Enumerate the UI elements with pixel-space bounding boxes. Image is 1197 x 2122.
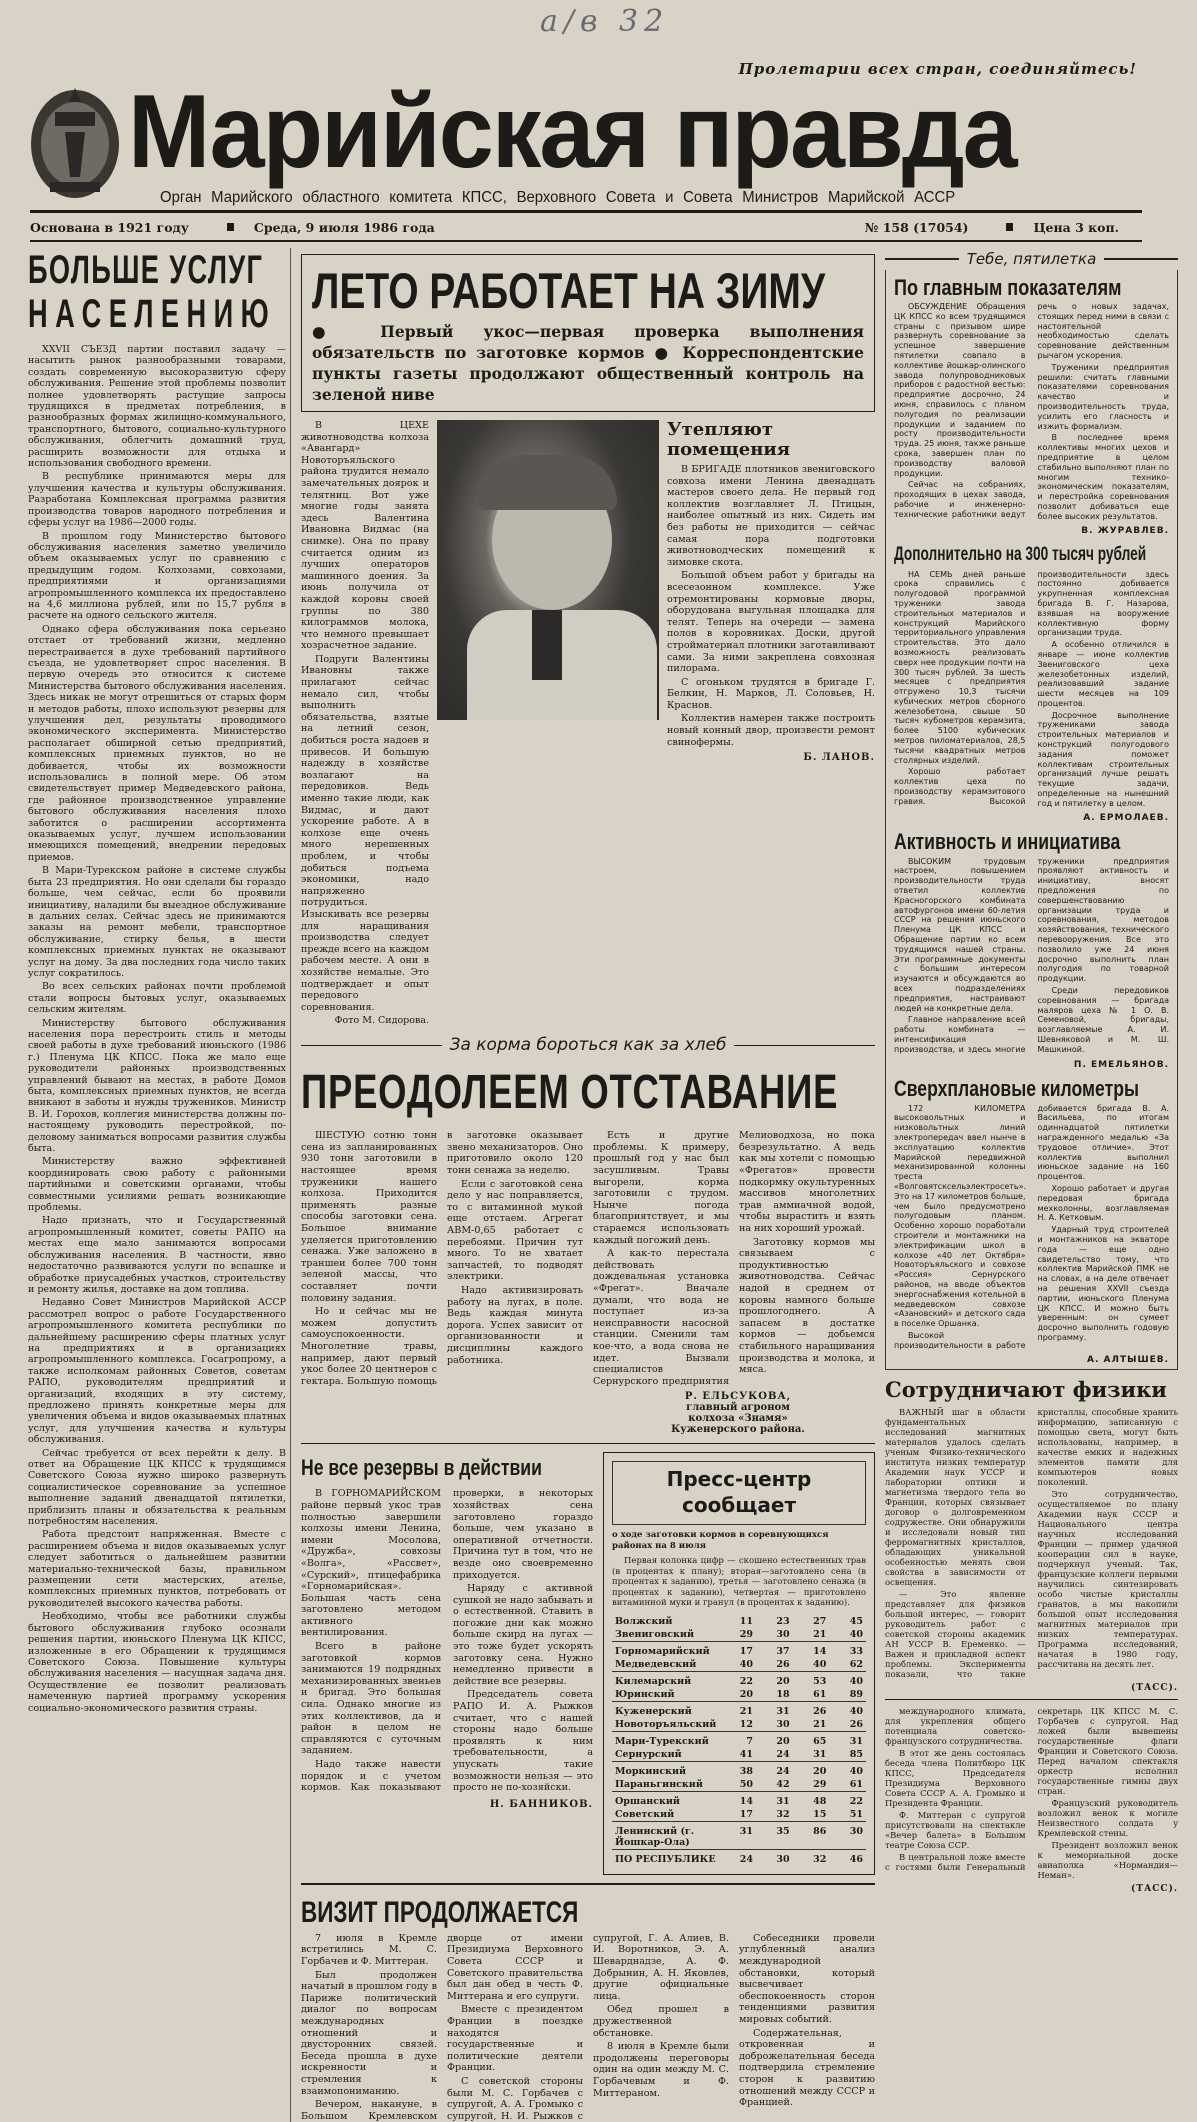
paragraph: Председатель совета РАПО И. А. Рыжков считает, что с нашей стороны надо больше проявлять к ним требовательности, а упускать такие возможности нельзя — это просто не по-хозяйски. <box>453 1689 593 1794</box>
percent-cell: 21 <box>813 1628 827 1640</box>
percent-cell: 35 <box>756 1821 793 1849</box>
percent-cell: 20 <box>739 1688 753 1700</box>
photo-row <box>301 420 875 1026</box>
paragraph: В последнее время коллективы многих цехов и предприятие в целом стабильно выполняют план по многим технико-экономическим показателям, и перестройка соревнования позволит добиваться еще более высоких результатов. <box>1037 433 1169 521</box>
paragraph: Если с заготовкой сена дело у нас поправляется, то с витаминной мукой еще отстаем. Агрегат АВМ-0,65 работает с перебоями. Причин тут много. То не хватает запчастей, то подводят электрики. <box>447 1178 583 1283</box>
article-body <box>301 1488 593 1794</box>
section-kicker <box>885 248 1178 270</box>
paragraph: Сейчас требуется от всех перейти к делу. В ответ на Обращение ЦК КПСС к трудящимся Советского Союза нужно широко развернуть социалистическое соревнование за успешное выполнение заданий двенадцатой пятилетки, приблизить планы и обязательства к реальным потребностям населения. <box>28 1447 286 1528</box>
paragraph: Необходимо, чтобы все работники службы бытового обслуживания глубоко осознали решения партии, июньского Пленума ЦК КПСС, изложенные в его Обращении к трудящимся Советского Союза. Повышение культуры обслуживания населения — насущная задача дня. Осуществление ее позволит реализовать намеченную партией программу ускорения социально-экономического развития страны. <box>28 1611 286 1714</box>
photo-credit: Фото М. Сидорова. <box>334 1015 429 1027</box>
district-name-cell: Оршанский <box>612 1791 719 1808</box>
article-body <box>301 1933 875 2122</box>
paragraph: 7 июля в Кремле встретились М. С. Горбачев и Ф. Миттеран. <box>301 1932 437 1968</box>
district-name-cell: Горномарийский <box>612 1641 719 1658</box>
percent-cell: 31 <box>756 1791 793 1808</box>
center-column <box>290 248 880 2122</box>
paragraph: В БРИГАДЕ плотников звениговского совхоза имени Ленина двенадцать мастеров своего дела. Не первый год коллектив возглавляет Л. Птицын, наиболее опытный из них. Сидеть им без работы не приходится — сейчас самая пора подготовки животноводческих помещений к зимовке скота. <box>667 464 875 568</box>
percent-cell: 20 <box>756 1671 793 1688</box>
paragraph: Надо активизировать работу на лугах, в поле. Ведь каждая минута дорога. Успех зависит от организованности и дисциплины каждого работника. <box>447 1285 583 1366</box>
paragraph: Досрочное выполнение тружениками завода строительных материалов и конструкций полугодового задания поможет коллективам строительных организаций лучше решать текущие задачи, определенные на нынешний год и пятилетку в целом. <box>1037 710 1169 808</box>
district-name-cell: Сернурский <box>615 1748 682 1760</box>
press-center-box <box>603 1452 875 1875</box>
percent-cell: 32 <box>776 1808 790 1820</box>
kicker-text: За корма бороться как за хлеб <box>449 1035 727 1056</box>
paragraph: Министерству бытового обслуживания населения пора перестроить стиль и методы своей работы в духе требований июньского (1986 г.) Пленума ЦК КПСС. Пока же мало еще руководители районных производственных управлений бывают на местах, в работе Домов быта, комплексных приемных пунктов, не всегда вникают в заботы и нужды тружеников. Министр В. И. Горохов, коллегия министерства должны по-настоящему руководить перестройкой, по-деловому заниматься вопросами развития службы быта. <box>28 1017 286 1155</box>
headline-line-1: БОЛЬШЕ УСЛУГ <box>28 248 264 292</box>
paragraph: международного климата, для укрепления общего потенциала советско-французского сотрудничества. <box>885 1705 1026 1746</box>
author-signature: Н. БАННИКОВ. <box>489 1798 593 1810</box>
paragraph: Хорошо работает и другая передовая бригада мехколонны, возглавляемая Н. А. Кетковым. <box>1037 1183 1169 1223</box>
percent-cell: 14 <box>719 1791 756 1808</box>
paragraph: Ударный труд строителей и монтажников на экваторе года — еще одно свидетельство тому, что коллектив Марийской ПМК не на словах, а на деле отвечает на решения XXVII съезда партии, июньского Пленума ЦК КПСС. И можно быть уверенным: он сумеет досрочно выполнить годовую программу. <box>1037 1225 1169 1342</box>
percent-cell: 62 <box>849 1658 863 1670</box>
percent-cell: 32 <box>793 1849 830 1866</box>
paragraph: Главное направление всей работы комбината — интенсификация производства, и здесь многие труженики предприятия проявляют активность и инициативу, вносят предложения по совершенствованию организации труда и соревнования, методов хозяйствования, технического перевооружения. Все это позволило уже 24 июня досрочно выполнить план полугодия по товарной продукции. <box>894 856 1169 1054</box>
paragraph: Всего в районе заготовкой кормов занимаются 19 подрядных механизированных звеньев и бригад. Это большая сила. Однако многие из этих коллективов, да и район в целом не справляются с суточным заданием. <box>301 1641 441 1757</box>
square-bullet-icon <box>1006 223 1013 231</box>
lead-subhead-1: Первый укос—первая проверка выполнения обязательств по заготовке кормов <box>312 322 864 362</box>
paragraph: Во всех сельских районах почти проблемой стали вопросы бытовых услуг, оказываемых сельским жителям. <box>28 981 286 1016</box>
percent-cell: 11 <box>739 1615 753 1627</box>
table-row <box>612 1791 866 1808</box>
percent-cell: 14 <box>793 1641 830 1658</box>
paragraph: Надо признать, что и Государственный агропромышленный комитет, советы РАПО на местах еще мало занимаются вопросами обслуживания населения. В частности, явно недостаточно развиваются услуги по вспашке и обработке приусадебных участков, строительству и ремонту жилья, доставке на дом топлива. <box>28 1215 286 1295</box>
paragraph: ВАЖНЫЙ шаг в области фундаментальных исследований магнитных материалов удалось сделать ученым Физико-технического института низких температур Академии наук УССР и лаборатории оптики и магнетизма твердого тела во Франции, которых связывает договор о долговременном содружестве. Они обнаружили и исследовали новый тип ферромагнитных кристаллов, обладающих уникальной особенностью менять свои свойства в зависимости от освещения. <box>885 1406 1026 1587</box>
percent-cell: 24 <box>756 1761 793 1778</box>
masthead-organ-line: Орган Марийского областного комитета КПСС, Верховного Совета и Совета Министров Марийской АССР <box>160 189 956 206</box>
percent-cell: 7 <box>719 1731 756 1748</box>
table-row <box>612 1701 866 1718</box>
paragraph: Заготовку кормов мы связываем с продуктивностью животноводства. Сейчас надой в среднем от коровы намного больше прошлогоднего. А запасем в достатке кормов — добьемся стабильного наращивания производства и молока, и мяса. <box>739 1236 875 1376</box>
main-headline: ПРЕОДОЛЕЕМ ОТСТАВАНИЕ <box>301 1066 839 1120</box>
percent-cell: 23 <box>776 1615 790 1627</box>
percent-cell: 31 <box>829 1731 866 1748</box>
paragraph: В ГОРНОМАРИЙСКОМ районе первый укос трав полностью завершили колхозы имени Ленина, имени Мосолова, «Дружба», совхозы «Волга», «Рассвет», «Сурский», птицефабрика «Горномарийская». Большая часть сена заготовлено методом активного вентилирования. <box>301 1488 441 1639</box>
paragraph: Французский руководитель возложил венок к могиле Неизвестного солдата у Кремлевской стены. <box>1037 1797 1178 1838</box>
photo-caption-article <box>301 420 429 1026</box>
paragraph: Президент возложил венок к мемориальной доске авиаполка «Нормандия—Неман». <box>1037 1839 1178 1880</box>
paragraph: Надо также навести порядок и с учетом кормов. Как показывают проверки, в некоторых хозяйствах сена заготовлено гораздо больше, чем указано в оперативной отчетности. Причина тут в том, что не везде оно своевременно приходуется. <box>301 1488 593 1794</box>
percent-cell: 21 <box>719 1701 756 1718</box>
divider <box>301 1883 875 1885</box>
article-body <box>894 857 1169 1056</box>
paragraph: — Это явление представляет для физиков большой интерес, — говорит руководитель работ с советской стороны академик АН УССР В. Еременко. — Важен и прикладной аспект проблемы. Эксперименты показали, что такие кристаллы, способные хранить информацию, записанную с помощью света, могут быть использованы, например, в качестве емких и надежных элементов памяти для компьютеров новых поколений. <box>885 1406 1178 1679</box>
article-headline: Дополнительно на 300 тысяч рублей <box>894 543 1147 565</box>
percent-cell: 30 <box>776 1628 790 1640</box>
district-name-cell: Волжский <box>615 1615 673 1627</box>
percent-cell: 38 <box>719 1761 756 1778</box>
percent-cell: 31 <box>719 1821 756 1849</box>
handwritten-archive-note: а/в 32 <box>540 4 670 39</box>
percent-cell: 17 <box>739 1808 753 1820</box>
article-headline: Сверхплановые километры <box>894 1075 1139 1101</box>
table-row <box>612 1671 866 1688</box>
visit-continuation-right <box>885 1706 1178 1894</box>
paragraph: Есть и другие проблемы. К примеру, прошлый год у нас был засушливым. Травы выгорели, корма заготовили с трудом. Нынче погода благоприятствует, и мы стараемся использовать каждый погожий день. <box>593 1130 729 1246</box>
paragraph: Вечером, накануне, в Большом Кремлевском дворце от имени Президиума Верховного Совета СССР и Советского правительства был дан обед в честь Ф. Миттерана и его супруги. <box>301 1932 583 2122</box>
right-column <box>880 248 1178 1894</box>
author-signature: (ТАСС). <box>1130 1883 1178 1894</box>
percent-cell: 20 <box>756 1731 793 1748</box>
order-badge-emblem <box>25 82 125 202</box>
percent-cell: 85 <box>849 1748 863 1760</box>
paragraph: 172 КИЛОМЕТРА высоковольтных и низковольтных линий электропередач ввел нынче в эксплуатацию коллектив Марийской передвижной механизированной колонны треста «Волговятсксельэлектросеть». Это на 17 километров больше, чем было предусмотрено полугодовым планом. Особенно хорошо поработали строители и монтажники на электрификации школ в колхозе «40 лет Октября» Новоторъяльского и совхозе «Россия» Сернурского районов, на вводе объектов энергоснабжения котельной в медведевском совхозе «Азановский» и детского сада в поселке Оршанка. <box>894 1103 1027 1329</box>
header-bottom-rule <box>30 240 1142 242</box>
district-name-cell: Ленинский (г. Йошкар-Ола) <box>612 1821 719 1849</box>
article-headline: Сотрудничают физики <box>885 1376 1167 1402</box>
article-overcome-lag <box>301 1130 875 1435</box>
paragraph: А как-то перестала действовать дождевальная установка «Фрегат». Вначале думали, что вода не поступает из-за неисправности насосной станции. Сменили там кое-что, а вода снова не идет. Вызвали специалистов Сернурского предприятия Мелиоводхоза, но пока безрезультатно. А ведь как мы хотели с помощью «Фрегатов» провести подкормку окультуренных массивов многолетних трав аммиачной водой, чтобы вырастить и взять на них хороший урожай. <box>593 1130 875 1387</box>
paragraph: Был продолжен начатый в прошлом году в Париже политический диалог по вопросам международных отношений и двусторонних связей. Беседа прошла в духе искренности и стремления к взаимопониманию. <box>301 1969 437 2097</box>
district-name-cell: Параньгинский <box>615 1778 703 1790</box>
percent-cell: 89 <box>849 1688 863 1700</box>
paragraph: Коллектив намерен также построить новый конный двор, произвести ремонт свинофермы. <box>667 713 875 748</box>
percent-cell: 50 <box>739 1778 753 1790</box>
percent-cell: 31 <box>813 1748 827 1760</box>
percent-cell: 26 <box>849 1718 863 1730</box>
paragraph: Труженики предприятия решили: считать главными показателями соревнования качество и производительность труда, усилить его гласность и изжить формализм. <box>1037 362 1169 431</box>
percent-cell: 26 <box>793 1701 830 1718</box>
table-row <box>612 1641 866 1658</box>
percent-cell: 30 <box>829 1821 866 1849</box>
paragraph: Большой объем работ у бригады на всесезонном комплексе. Уже отремонтированы кормовые дворы, оборудована выгульная площадка для телят. Теперь на очереди — замена полов в коровниках. Доски, другой стройматериал плотники заготавливают сами. За ними закреплена совхозная пилорама. <box>667 570 875 675</box>
founded-year: Основана в 1921 году <box>30 219 189 235</box>
paragraph: Обед прошел в дружественной обстановке. <box>593 2004 729 2039</box>
paragraph: Вместе с президентом Франции в поездке находятся государственные и политические деятели Франции. <box>447 2004 583 2074</box>
article-headline: Не все резервы в действии <box>301 1455 542 1481</box>
percent-cell: 17 <box>719 1641 756 1658</box>
article-body <box>894 570 1169 809</box>
article-headline: ВИЗИТ ПРОДОЛЖАЕТСЯ <box>301 1895 579 1929</box>
divider <box>885 1699 1178 1700</box>
percent-cell: 40 <box>829 1671 866 1688</box>
issue-number: № 158 (17054) <box>864 219 969 235</box>
table-row <box>612 1688 866 1702</box>
lead-headline-box <box>301 254 875 412</box>
page-columns <box>28 248 1178 2122</box>
district-name-cell: Куженерский <box>612 1701 719 1718</box>
paragraph: Среди передовиков соревнования — бригада маляров цеха № 1 О. В. Семеновой, бригады, возглавляемые А. И. Шевняковой и М. Ш. Машкиной. <box>1037 986 1169 1054</box>
percent-cell: 27 <box>813 1615 827 1627</box>
percent-cell: 65 <box>793 1731 830 1748</box>
author-signature: Б. ЛАНОВ. <box>803 752 875 764</box>
section-kicker <box>301 1034 875 1056</box>
percent-cell: 18 <box>776 1688 790 1700</box>
article-body <box>885 1407 1178 1679</box>
percent-cell: 48 <box>793 1791 830 1808</box>
paragraph: ШЕСТУЮ сотню тонн сена из запланированных 930 тонн заготовили в настоящее время труженики нашего колхоза. Приходится применять разные способы заготовки сена. Большое внимание уделяется приготовлению сенажа. Уже заложено в траншеи более 700 тонн зеленой массы, что составляет почти половину задания. <box>301 1130 437 1304</box>
district-name-cell: Звениговский <box>615 1628 694 1640</box>
paragraph: Подруги Валентины Ивановны также прилагают сейчас немало сил, чтобы выполнить обязательства, взятые на летний сезон, добиться роста надоев и привесов. И большую надежду в хозяйстве возлагают на передовиков. Ведь именно такие люди, как Видмас, и дают ускорение работе. А в колхозе еще очень много нерешенных проблем, и чтобы добиться подъема экономики, надо напряженно потрудиться. Изыскивать все резервы для наращивания производства следует прежде всего на каждом рабочем месте. А они в хозяйстве немалые. Это подтверждает и опыт передового соревнования. <box>301 653 429 1013</box>
article-body <box>894 302 1169 522</box>
paragraph: Сейчас на собраниях, проходящих в цехах завода, рабочие и инженерно-технические работники ведут речь о новых задачах, стоящих перед ними в связи с настоятельной необходимостью сделать соревнование действенным рычагом ускорения. <box>894 302 1169 519</box>
percent-cell: 30 <box>756 1849 793 1866</box>
article-body <box>885 1706 1178 1880</box>
percent-cell: 61 <box>849 1778 863 1790</box>
article-headline: По главным показателям <box>894 275 1122 300</box>
article-headline: Утепляют помещения <box>667 419 791 460</box>
article-visit-continues <box>301 1893 875 2122</box>
paragraph: В республике принимаются меры для улучшения качества и культуры обслуживания. Разработана Комплексная программа развития производства товаров народного потребления и сферы услуг на 1986—2000 годы. <box>28 471 286 529</box>
table-row <box>612 1748 866 1762</box>
percent-cell: 51 <box>849 1808 863 1820</box>
paragraph: В прошлом году Министерство бытового обслуживания населения заметно увеличило объем оказываемых услуг по сравнению с предыдущим годом. Колхозами, совхозами, предприятиями и организациями агропромышленного комплекса их предоставлено на 4,6 миллиона рублей, или по 15,7 рубля в расчете на одного сельского жителя. <box>28 530 286 622</box>
newspaper-title: Марийская правда <box>128 74 1016 190</box>
paragraph: Содержательная, откровенная и доброжелательная беседа подтвердила стремление сторон к развитию отношений между СССР и Францией. <box>739 2027 875 2109</box>
article-more-services <box>28 248 290 1716</box>
percent-cell: 41 <box>739 1748 753 1760</box>
masthead-rule <box>30 210 1142 213</box>
percent-cell: 37 <box>756 1641 793 1658</box>
paragraph: В Мари-Турекском районе в системе службы быта 23 предприятия. Но они сделали бы гораздо больше, чем сейчас, если бо проявили инициативу, наладили бы выездное обслуживание в дальних селах. Сейчас здесь не принимаются заказы на ремонт мебели, транспортное обслуживание, стирку белья, в шести комплексных приемных пунктах не оказывают услуг на дому. За два последних года число таких услуг сократилось. <box>28 865 286 979</box>
percent-cell: 22 <box>719 1671 756 1688</box>
table-row <box>612 1615 866 1628</box>
paragraph: ВЫСОКИМ трудовым настроем, повышением производительности труда ответил коллектив Красногорского комбината автофургонов имени 60-летия СССР на решения июньского Пленума ЦК КПСС и Обращение партии ко всем трудящимся нашей страны. Эти программные документы с большим интересом изучаются и обсуждаются во всех подразделениях предприятия, настраивают людей на конкретные дела. <box>894 856 1026 1013</box>
author-signature: П. ЕМЕЛЬЯНОВ. <box>1073 1059 1169 1070</box>
table-row <box>612 1628 866 1642</box>
district-name-cell: Новоторъяльский <box>615 1718 717 1730</box>
paragraph: ОБСУЖДЕНИЕ Обращения ЦК КПСС ко всем трудящимся страны с призывом шире развернуть соревнование за успешное завершение пятилетки совпало в коллективе йошкар-олинского завода полупроводниковых приборов с радостной вестью: предприятие досрочно, 24 июня, справилось с планом полугодия по реализации продукции и заданием по росту производительности труда. 25 июня, также раньше срока, завершен план по производству валовой продукции. <box>894 302 1026 478</box>
percent-cell: 40 <box>739 1658 753 1670</box>
district-name-cell: Килемарский <box>612 1671 719 1688</box>
paragraph: А особенно отличился в январе — июне коллектив Звениговского цеха железобетонных изделий, реализовавший задание шести месяцев на 109 процентов. <box>1037 640 1169 708</box>
paragraph: В ЦЕХЕ животноводства колхоза «Авангард» Новоторъяльского района трудится немало замечательных доярок и телятниц. Вот уже многие годы занята здесь Валентина Ивановна Видмас (на снимке). Она по праву считается одним из лучших операторов машинного доения. За июнь получила от каждой коровы своей группы по 380 килограммов молока, что немного превышает хозрасчетное задание. <box>301 420 429 652</box>
percent-cell: 24 <box>776 1748 790 1760</box>
district-name-cell: Мари-Турекский <box>612 1731 719 1748</box>
paragraph: Высокой производительности в работе добивается бригада В. А. Васильева, по итогам одиннадцатой пятилетки награжденного медалью «За трудовое отличие». Этот коллектив выполнил июньское задание на 160 процентов. <box>894 1103 1169 1350</box>
percent-cell: 20 <box>793 1761 830 1778</box>
paragraph: XXVII СЪЕЗД партии поставил задачу — насытить рынок разнообразными товарами, создать современную высокоразвитую сферу обслуживания. Решение этой проблемы позволит полнее удовлетворять растущие запросы трудящихся в предметах потребления, в разнообразных формах жилищно-коммунального, транспортного, бытового, социально-культурного обслуживания, облегчить домашний труд, расширить возможности для отдыха и использования свободного времени. <box>28 344 286 470</box>
bullet-icon: ● <box>654 343 683 362</box>
percent-cell: 31 <box>756 1701 793 1718</box>
author-signature: В. ЖУРАВЛЕВ. <box>1081 525 1169 536</box>
author-signature: А. ЕРМОЛАЕВ. <box>1083 812 1169 823</box>
kicker-text: Тебе, пятилетка <box>966 250 1097 268</box>
paragraph: Наряду с активной сушкой не надо забывать и о естественной. Ставить в погожие дни как можно больше скирд на лугах — это тоже будет ускорять заготовку сена. Нужно немедленно привести в действие все резервы. <box>453 1583 593 1687</box>
article-physicists-cooperate <box>885 1376 1178 1693</box>
paragraph: НА СЕМЬ дней раньше срока справились с полугодовой программой труженики завода строительных материалов и конструкций Марийского территориального управления строительства. Это дало возможность реализовать сверх нее продукции почти на 300 тысяч рублей. За шесть месяцев с предприятия отгружено 10,3 тысячи кубических метров сборного железобетона, свыше 50 тысяч кубометров керамзита, более 5100 кубических метров пиломатериалов, 28,5 тысячи квадратных метров столярных изделий. <box>894 569 1026 765</box>
press-center-title: Пресс-центр сообщает <box>612 1461 866 1525</box>
paragraph: Недавно Совет Министров Марийской АССР рассмотрел вопрос о работе Государственного агропромышленного комитета республики по дальнейшему расширению сферы платных услуг на предприятиях и в организациях агропромышленного комплекса. Госагропрому, а также исполкомам районных Советов, советам РАПО, руководителям предприятий и организаций, входящих в эту систему, предложено принять конкретные меры для увеличения объема и видов оказываемых платных услуг, для улучшения качества и культуры обслуживания. <box>28 1297 286 1446</box>
percent-cell: 40 <box>849 1628 863 1640</box>
author-signature: (ТАСС). <box>1130 1682 1178 1693</box>
paragraph: Работа предстоит напряженная. Вместе с расширением объема и видов оказываемых услуг следует заботиться о дальнейшем развитии материально-технической базы, правильном размещении сети мастерских, ателье, комплексных приемных пунктов, потребовать от руководителей высокого качества работы. <box>28 1529 286 1609</box>
percent-cell: 26 <box>776 1658 790 1670</box>
paragraph: Ф. Миттеран с супругой присутствовали на спектакле «Вечер балета» в Большом театре Союза ССР. <box>885 1809 1026 1850</box>
author-signature: А. АЛТЫШЕВ. <box>1087 1354 1169 1365</box>
percent-cell: 29 <box>813 1778 827 1790</box>
percent-cell: 53 <box>793 1671 830 1688</box>
percent-cell: 61 <box>813 1688 827 1700</box>
paragraph: В центральной ложе вместе с гостями были Генеральный секретарь ЦК КПСС М. С. Горбачев с супругой. Над ложей были вывешены государственные флаги Франции и Советского Союза. Перед началом спектакля оркестр исполнил государственные гимны двух стран. <box>885 1705 1178 1872</box>
paragraph: Хорошо работает коллектив цеха по производству керамзитового гравия. Высокой производительности здесь постоянно добивается укрупненная комплексная бригада В. Г. Назарова, взявшая на вооружение коллективную форму организации труда. <box>894 569 1169 806</box>
reserves-and-press-row <box>301 1452 875 1875</box>
table-row <box>612 1778 866 1792</box>
lead-headline: ЛЕТО РАБОТАЕТ НА ЗИМУ <box>312 263 826 319</box>
paragraph: Но и сейчас мы не можем допустить самоуспокоенности. Многолетние травы, например, дают первый укос более 20 центнеров с гектара. Большую помощь в заготовке оказывает звено механизаторов. Оно приготовило около 120 тонн сенажа за неделю. <box>301 1130 583 1387</box>
percent-cell: 29 <box>739 1628 753 1640</box>
press-center-subtitle: о ходе заготовки кормов в соревнующихся районах на 8 июля <box>612 1530 829 1551</box>
district-name-cell: Советский <box>615 1808 675 1820</box>
percent-cell: 40 <box>829 1761 866 1778</box>
article-insulating-premises <box>667 420 875 763</box>
district-name-cell: ПО РЕСПУБЛИКЕ <box>612 1849 719 1866</box>
paragraph: Собеседники провели углубленный анализ международной обстановки, который высвечивает обеспокоенность сторон тенденциями развития мировых событий. <box>739 1932 875 2025</box>
table-row <box>612 1761 866 1778</box>
percent-cell: 22 <box>829 1791 866 1808</box>
table-legend-note: Первая колонка цифр — скошено естественных трав (в процентах к плану); вторая—заготовлено сена (в процентах к заданию), третья — заготовлено сенажа (в процентах к заданию), четвертая — приготовлено витаминной муки и гранул (в процентах к заданию). <box>612 1556 866 1609</box>
district-name-cell: Юринский <box>615 1688 675 1700</box>
district-name-cell: Медведевский <box>615 1658 697 1670</box>
percent-cell: 30 <box>776 1718 790 1730</box>
caption-body <box>301 420 429 1013</box>
percent-cell: 21 <box>813 1718 827 1730</box>
percent-cell: 46 <box>829 1849 866 1866</box>
table-row <box>612 1718 866 1732</box>
paragraph: Однако сфера обслуживания пока серьезно отстает от требований жизни, медленно перестраивается в духе требований партийного съезда, не удовлетворяет спрос населения. В первую очередь это относится к системе Министерства бытового обслуживания населения. Здесь никак не могут отрешиться от старых форм и методов работы, плохо используют резервы для улучшения дел, результаты проводимого экономического эксперимента. Министерство располагает обширной сетью предприятий, комплексных приемных пунктов, но не добивается, чтобы их возможности использовались в полной мере. Об этом свидетельствует пример Медведевского района, где районное производственное управление бытового обслуживания населения плохо заботится о расширении ассортимента оказываемых услуг, лучшем использовании имеющихся помещений, внедрении передовых приемов. <box>28 623 286 863</box>
percent-cell: 40 <box>829 1701 866 1718</box>
forage-progress-table <box>612 1615 866 1866</box>
percent-cell: 24 <box>719 1849 756 1866</box>
article-body <box>301 1130 875 1387</box>
issue-info-bar <box>30 216 1137 238</box>
portrait-photo-milkmaid <box>437 420 659 720</box>
paragraph: 8 июля в Кремле были продолжены переговоры один на один между М. С. Горбачевым и Ф. Миттераном. <box>593 2041 729 2099</box>
district-name-cell: Моркинский <box>612 1761 719 1778</box>
percent-cell: 86 <box>793 1821 830 1849</box>
divider <box>301 1443 875 1444</box>
percent-cell: 45 <box>849 1615 863 1627</box>
percent-cell: 12 <box>739 1718 753 1730</box>
square-bullet-icon <box>227 223 234 231</box>
lead-subhead-2: Корреспондентские пункты газеты продолжают общественный контроль на зеленой ниве <box>312 343 864 404</box>
table-row <box>612 1658 866 1672</box>
table-row <box>612 1731 866 1748</box>
paragraph: С огоньком трудятся в бригаде Г. Белкин, Н. Марков, Л. Соловьев, Н. Краснов. <box>667 676 875 711</box>
five-year-plan-section <box>885 270 1178 1370</box>
paragraph: Это сотрудничество, осуществляемое по плану Академии наук СССР и Национального центра научных исследований Франции — пример удачной кооперации сил в науке, подчеркнул ученый. Так, французские коллеги первыми научились синтезировать особо чистые кристаллы гранатов, а мы накопили большой опыт исследования магнитных материалов при низких температурах. Программа исследований, начатая в 1980 году, рассчитана на десять лет. <box>1037 1488 1178 1669</box>
masthead-slogan: Пролетарии всех стран, соединяйтесь! <box>738 60 1137 78</box>
article-body <box>28 344 286 1714</box>
author-signature: Р. ЕЛЬСУКОВА, <box>684 1391 792 1403</box>
paragraph: С советской стороны были М. С. Горбачев с супругой, А. А. Громыко с супругой, Н. И. Рыжков с супругой, Г. А. Алиев, В. И. Воротников, Э. А. Шеварднадзе, А. Ф. Добрынин, А. Н. Яковлев, другие официальные лица. <box>447 1932 729 2122</box>
table-row <box>612 1821 866 1849</box>
percent-cell: 15 <box>813 1808 827 1820</box>
percent-cell: 33 <box>829 1641 866 1658</box>
bullet-icon: ● <box>312 322 381 341</box>
headline-line-2: НАСЕЛЕНИЮ <box>28 292 277 336</box>
table-row <box>612 1808 866 1822</box>
author-role: главный агроном колхоза «Знамя» Куженерского района. <box>671 1402 805 1436</box>
paragraph: Министерству важно эффективней координировать свою работу с районными партийными и советскими органами, чтобы совместными усилиями решать возникающие проблемы. <box>28 1156 286 1214</box>
percent-cell: 40 <box>813 1658 827 1670</box>
issue-date: Среда, 9 июля 1986 года <box>253 219 435 235</box>
article-reserves <box>301 1452 593 1809</box>
article-headline: Активность и инициатива <box>894 828 1121 854</box>
price: Цена 3 коп. <box>1033 219 1119 235</box>
article-body <box>894 1104 1169 1351</box>
paragraph: В этот же день состоялась беседа члена Политбюро ЦК КПСС, Председателя Президиума Верховного Совета СССР А. А. Громыко и Президента Франции. <box>885 1747 1026 1808</box>
article-body <box>667 464 875 748</box>
percent-cell: 42 <box>776 1778 790 1790</box>
table-row <box>612 1849 866 1866</box>
